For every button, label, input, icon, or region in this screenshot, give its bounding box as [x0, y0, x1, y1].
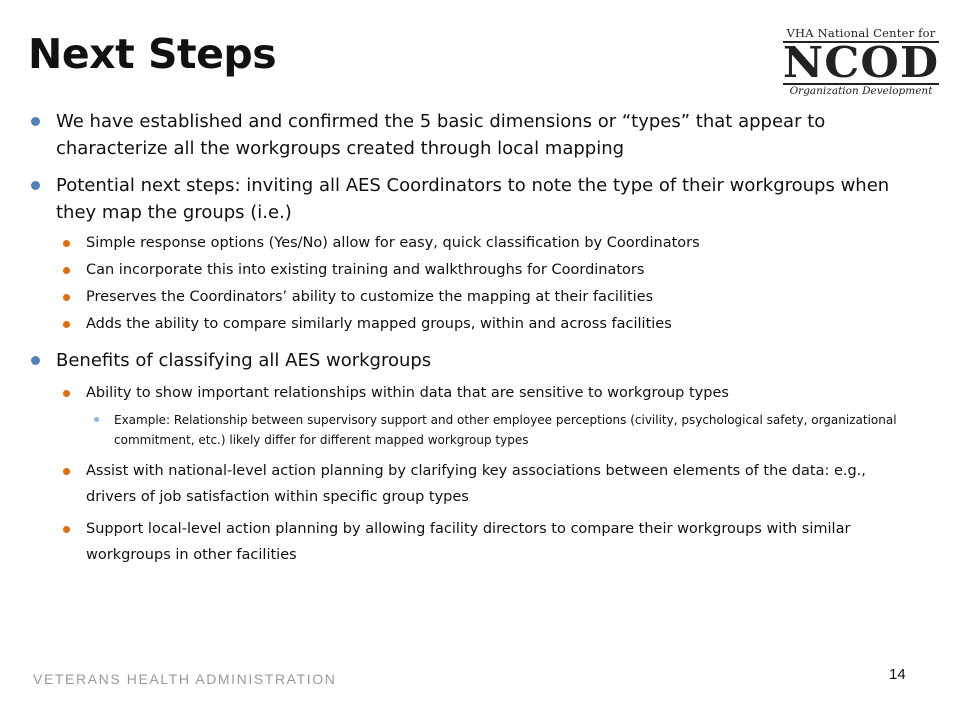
ncod-logo: [783, 26, 939, 96]
sub-bullet-dot-icon: [63, 240, 70, 247]
bullet-item: [30, 108, 920, 162]
sub-bullet-item: [30, 313, 920, 335]
sub-bullet-text: Support local-level action planning by allowing facility directors to compare their workgroups with similar workgroups in other facilities: [86, 521, 851, 563]
slide-title: Next Steps: [28, 30, 277, 78]
bullet-dot-icon: [31, 356, 40, 365]
bullet-item: [30, 172, 920, 226]
bullet-item: [30, 347, 920, 374]
sub-sub-bullet-item: [30, 410, 920, 450]
sub-bullet-text: Adds the ability to compare similarly mapped groups, within and across facilities: [86, 316, 672, 332]
sub-bullet-dot-icon: [63, 390, 70, 397]
logo-sub-line: Organization Development: [783, 83, 939, 98]
sub-bullet-item: [30, 232, 920, 254]
sub-bullet-item: [30, 516, 920, 568]
logo-top-line: VHA National Center for: [783, 26, 939, 43]
bullet-text: Benefits of classifying all AES workgroups: [56, 350, 432, 371]
bullet-dot-icon: [31, 117, 40, 126]
sub-bullet-dot-icon: [63, 526, 70, 533]
bullet-text: Potential next steps: inviting all AES Coordinators to note the type of their workgroups when they map the groups (i.e.): [56, 175, 890, 223]
sub-bullet-text: Assist with national-level action planning by clarifying key associations between elements of the data: e.g., drivers of job satisfaction within specific group types: [86, 463, 866, 505]
sub-bullet-text: Ability to show important relationships within data that are sensitive to workgroup types: [86, 385, 729, 401]
sub-bullet-dot-icon: [63, 468, 70, 475]
bullet-dot-icon: [31, 181, 40, 190]
footer-text: VETERANS HEALTH ADMINISTRATION: [33, 671, 337, 687]
sub-bullet-item: [30, 458, 920, 510]
slide-content: [30, 108, 920, 573]
sub-bullet-text: Can incorporate this into existing training and walkthroughs for Coordinators: [86, 262, 645, 278]
sub-bullet-item: [30, 259, 920, 281]
sub-bullet-text: Simple response options (Yes/No) allow for easy, quick classification by Coordinators: [86, 235, 700, 251]
sub-bullet-item: [30, 380, 920, 406]
logo-main-text: NCOD: [782, 38, 940, 87]
sub-bullet-dot-icon: [63, 294, 70, 301]
sub-bullet-item: [30, 286, 920, 308]
page-number: 14: [889, 666, 906, 683]
sub-bullet-dot-icon: [63, 267, 70, 274]
sub-bullet-dot-icon: [63, 321, 70, 328]
sub-sub-bullet-dot-icon: [94, 417, 99, 422]
sub-sub-bullet-text: Example: Relationship between supervisory support and other employee perceptions (civility, psychological safety, organizational commitment, etc.) likely differ for different mapped workgroup types: [114, 413, 897, 447]
sub-bullet-text: Preserves the Coordinators’ ability to customize the mapping at their facilities: [86, 289, 654, 305]
bullet-text: We have established and confirmed the 5 basic dimensions or “types” that appear to characterize all the workgroups created through local mapping: [56, 111, 826, 159]
